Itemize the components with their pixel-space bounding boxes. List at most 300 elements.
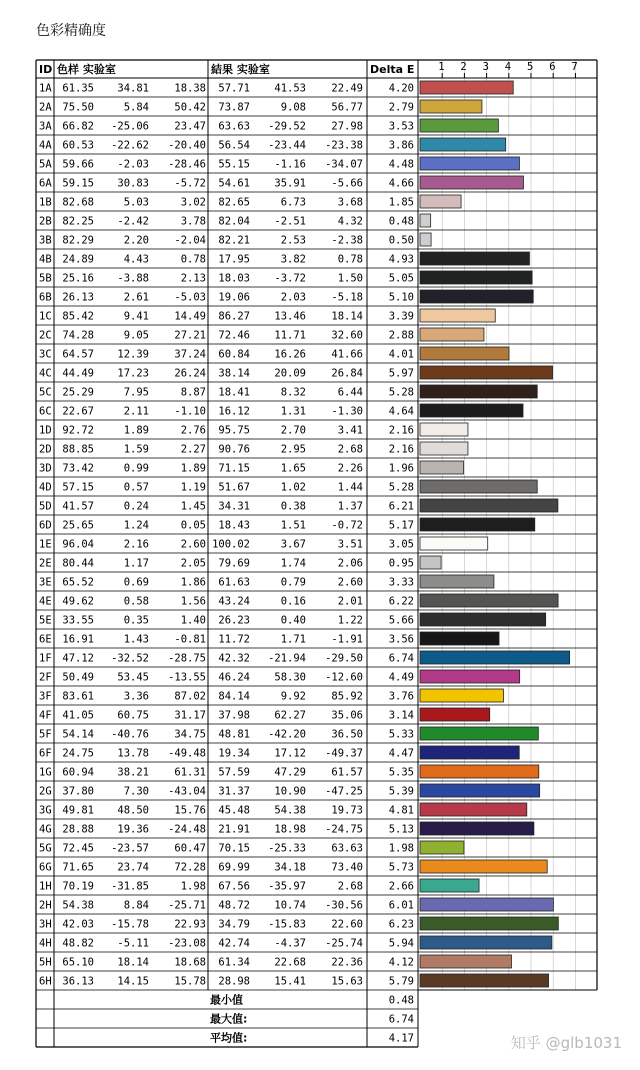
sample-lab-value: -22.62 (111, 139, 149, 152)
result-lab-value: 1.31 (280, 405, 306, 418)
sample-lab-value: 3.36 (123, 690, 149, 703)
delta-e-bar (420, 955, 511, 968)
delta-e-value: 2.66 (388, 880, 414, 893)
result-lab-value: -34.07 (325, 158, 363, 171)
delta-e-value: 4.01 (388, 348, 414, 361)
result-lab-value: 10.74 (274, 899, 306, 912)
delta-e-bar (420, 176, 523, 189)
sample-lab-value: 12.39 (117, 348, 149, 361)
sample-lab-value: 1.89 (123, 424, 149, 437)
sample-lab-value: 1.17 (123, 557, 149, 570)
delta-e-value: 5.33 (388, 728, 414, 741)
result-lab-value: 1.71 (280, 633, 306, 646)
row-id: 2C (39, 329, 52, 342)
sample-lab-value: -23.08 (168, 937, 206, 950)
result-lab-value: 85.92 (331, 690, 363, 703)
sample-lab-value: 65.52 (62, 576, 94, 589)
result-lab-value: 45.48 (218, 804, 250, 817)
result-lab-value: 2.68 (337, 443, 363, 456)
delta-e-bar (420, 575, 494, 588)
delta-e-bar (420, 689, 503, 702)
result-lab-value: -12.60 (325, 671, 363, 684)
sample-lab-value: 18.14 (117, 956, 149, 969)
summary-max-label: 最大值: (210, 1012, 248, 1026)
result-lab-value: 37.98 (218, 709, 250, 722)
sample-lab-value: 25.29 (62, 386, 94, 399)
row-id: 5A (39, 158, 52, 171)
sample-lab-value: -2.03 (117, 158, 149, 171)
delta-e-value: 3.53 (388, 120, 414, 133)
x-tick-label: 7 (571, 61, 578, 73)
result-lab-value: 43.24 (218, 595, 250, 608)
sample-lab-value: 33.55 (62, 614, 94, 627)
sample-lab-value: 41.57 (62, 500, 94, 513)
delta-e-bar (420, 404, 523, 417)
sample-lab-value: 54.38 (62, 899, 94, 912)
sample-lab-value: 1.86 (180, 576, 206, 589)
delta-e-value: 5.28 (388, 386, 414, 399)
result-lab-value: 84.14 (218, 690, 250, 703)
delta-e-bar (420, 309, 495, 322)
delta-e-bar (420, 765, 539, 778)
row-id: 4A (39, 139, 52, 152)
sample-lab-value: 80.44 (62, 557, 94, 570)
delta-e-bar (420, 100, 482, 113)
result-lab-value: 15.41 (274, 975, 306, 988)
row-id: 1D (39, 424, 52, 437)
delta-e-value: 0.50 (388, 234, 414, 247)
delta-e-value: 5.28 (388, 481, 414, 494)
result-lab-value: -1.16 (274, 158, 306, 171)
sample-lab-value: 53.45 (117, 671, 149, 684)
sample-lab-value: -13.55 (168, 671, 206, 684)
delta-e-value: 4.47 (388, 747, 414, 760)
row-id: 6D (39, 519, 52, 532)
sample-lab-value: 2.20 (123, 234, 149, 247)
result-lab-value: 3.51 (337, 538, 363, 551)
sample-lab-value: 14.49 (174, 310, 206, 323)
result-lab-value: 79.69 (218, 557, 250, 570)
row-id: 4F (39, 709, 52, 722)
sample-lab-value: 7.95 (123, 386, 149, 399)
sample-lab-value: 19.36 (117, 823, 149, 836)
sample-lab-value: -20.40 (168, 139, 206, 152)
result-lab-value: 3.68 (337, 196, 363, 209)
sample-lab-value: 31.17 (174, 709, 206, 722)
sample-lab-value: 82.25 (62, 215, 94, 228)
delta-e-value: 6.21 (388, 500, 414, 513)
result-lab-value: -49.37 (325, 747, 363, 760)
sample-lab-value: 85.42 (62, 310, 94, 323)
result-lab-value: 18.14 (331, 310, 363, 323)
delta-e-value: 3.05 (388, 538, 414, 551)
row-id: 1B (39, 196, 52, 209)
result-lab-value: 41.66 (331, 348, 363, 361)
result-lab-value: 71.15 (218, 462, 250, 475)
sample-lab-value: 28.88 (62, 823, 94, 836)
result-lab-value: -5.66 (331, 177, 363, 190)
sample-lab-value: 83.61 (62, 690, 94, 703)
result-lab-value: 38.14 (218, 367, 250, 380)
result-lab-value: 0.40 (280, 614, 306, 627)
sample-lab-value: 18.38 (174, 82, 206, 95)
result-lab-value: -2.51 (274, 215, 306, 228)
x-tick-label: 1 (438, 61, 445, 73)
result-lab-value: 16.12 (218, 405, 250, 418)
result-lab-value: 47.29 (274, 766, 306, 779)
sample-lab-value: 4.43 (123, 253, 149, 266)
result-lab-value: 100.02 (212, 538, 250, 551)
sample-lab-value: 0.58 (123, 595, 149, 608)
delta-e-bar (420, 708, 490, 721)
sample-lab-value: 23.47 (174, 120, 206, 133)
result-lab-value: 1.02 (280, 481, 306, 494)
delta-e-bar (420, 613, 546, 626)
result-lab-value: -4.37 (274, 937, 306, 950)
result-lab-value: 2.53 (280, 234, 306, 247)
result-lab-value: 34.18 (274, 861, 306, 874)
result-lab-value: 32.60 (331, 329, 363, 342)
sample-lab-value: 64.57 (62, 348, 94, 361)
result-lab-value: 61.57 (331, 766, 363, 779)
delta-e-bar (420, 252, 529, 265)
result-lab-value: 18.03 (218, 272, 250, 285)
sample-lab-value: 0.78 (180, 253, 206, 266)
result-lab-value: 1.37 (337, 500, 363, 513)
sample-lab-value: 3.78 (180, 215, 206, 228)
sample-lab-value: 25.65 (62, 519, 94, 532)
header-sample: 色样 实验室 (57, 63, 116, 76)
row-id: 2F (39, 671, 52, 684)
result-lab-value: 35.91 (274, 177, 306, 190)
result-lab-value: 82.21 (218, 234, 250, 247)
row-id: 2G (39, 785, 52, 798)
sample-lab-value: 26.13 (62, 291, 94, 304)
delta-e-value: 4.93 (388, 253, 414, 266)
row-id: 3A (39, 120, 52, 133)
sample-lab-value: 37.80 (62, 785, 94, 798)
delta-e-value: 6.01 (388, 899, 414, 912)
summary-max-value: 6.74 (388, 1013, 414, 1026)
sample-lab-value: 92.72 (62, 424, 94, 437)
sample-lab-value: -5.11 (117, 937, 149, 950)
result-lab-value: 2.06 (337, 557, 363, 570)
sample-lab-value: 37.24 (174, 348, 206, 361)
sample-lab-value: 50.49 (62, 671, 94, 684)
delta-e-bar (420, 138, 506, 151)
delta-e-bar (420, 233, 431, 246)
sample-lab-value: 22.93 (174, 918, 206, 931)
sample-lab-value: 17.23 (117, 367, 149, 380)
sample-lab-value: 60.53 (62, 139, 94, 152)
result-lab-value: 67.56 (218, 880, 250, 893)
result-lab-value: 56.77 (331, 101, 363, 114)
sample-lab-value: 71.65 (62, 861, 94, 874)
delta-e-bar (420, 651, 570, 664)
delta-e-bar (420, 81, 513, 94)
delta-e-value: 5.97 (388, 367, 414, 380)
sample-lab-value: 23.74 (117, 861, 149, 874)
sample-lab-value: 49.62 (62, 595, 94, 608)
sample-lab-value: 1.56 (180, 595, 206, 608)
sample-lab-value: 24.89 (62, 253, 94, 266)
result-lab-value: 90.76 (218, 443, 250, 456)
x-tick-label: 6 (549, 61, 556, 73)
x-tick-label: 2 (460, 61, 467, 73)
sample-lab-value: 2.05 (180, 557, 206, 570)
sample-lab-value: -0.81 (174, 633, 206, 646)
sample-lab-value: -40.76 (111, 728, 149, 741)
row-id: 4B (39, 253, 52, 266)
sample-lab-value: -23.57 (111, 842, 149, 855)
result-lab-value: 0.38 (280, 500, 306, 513)
delta-e-bar (420, 461, 464, 474)
result-lab-value: -35.97 (268, 880, 306, 893)
delta-e-value: 6.74 (388, 652, 414, 665)
sample-lab-value: 1.19 (180, 481, 206, 494)
row-id: 5H (39, 956, 52, 969)
delta-e-value: 3.39 (388, 310, 414, 323)
result-lab-value: 0.78 (337, 253, 363, 266)
sample-lab-value: 0.99 (123, 462, 149, 475)
row-id: 5C (39, 386, 52, 399)
delta-e-value: 1.85 (388, 196, 414, 209)
delta-e-bar (420, 556, 441, 569)
header-result: 結果 实验室 (211, 63, 270, 76)
row-id: 2B (39, 215, 52, 228)
sample-lab-value: 1.98 (180, 880, 206, 893)
sample-lab-value: 24.75 (62, 747, 94, 760)
sample-lab-value: -32.52 (111, 652, 149, 665)
sample-lab-value: 57.15 (62, 481, 94, 494)
sample-lab-value: -1.10 (174, 405, 206, 418)
row-id: 5F (39, 728, 52, 741)
sample-lab-value: 34.75 (174, 728, 206, 741)
delta-e-bar (420, 157, 519, 170)
sample-lab-value: 88.85 (62, 443, 94, 456)
result-lab-value: 46.24 (218, 671, 250, 684)
result-lab-value: 17.95 (218, 253, 250, 266)
delta-e-value: 4.20 (388, 82, 414, 95)
result-lab-value: 2.01 (337, 595, 363, 608)
result-lab-value: 73.40 (331, 861, 363, 874)
delta-e-bar (420, 537, 488, 550)
sample-lab-value: 26.24 (174, 367, 206, 380)
delta-e-bar (420, 271, 532, 284)
delta-e-value: 4.12 (388, 956, 414, 969)
row-id: 3D (39, 462, 52, 475)
sample-lab-value: 0.35 (123, 614, 149, 627)
result-lab-value: 18.98 (274, 823, 306, 836)
page-title: 色彩精确度 (36, 23, 106, 39)
sample-lab-value: 59.15 (62, 177, 94, 190)
sample-lab-value: 7.30 (123, 785, 149, 798)
result-lab-value: 28.98 (218, 975, 250, 988)
result-lab-value: 41.53 (274, 82, 306, 95)
sample-lab-value: 9.41 (123, 310, 149, 323)
row-id: 3E (39, 576, 52, 589)
row-id: 2D (39, 443, 52, 456)
result-lab-value: 63.63 (218, 120, 250, 133)
sample-lab-value: 15.76 (174, 804, 206, 817)
result-lab-value: 0.79 (280, 576, 306, 589)
delta-e-bar (420, 917, 558, 930)
delta-e-bar (420, 594, 558, 607)
result-lab-value: 35.06 (331, 709, 363, 722)
row-id: 6A (39, 177, 52, 190)
result-lab-value: 2.03 (280, 291, 306, 304)
summary-min-label: 最小值 (210, 993, 243, 1007)
sample-lab-value: -49.48 (168, 747, 206, 760)
sample-lab-value: 60.94 (62, 766, 94, 779)
sample-lab-value: 2.13 (180, 272, 206, 285)
result-lab-value: 2.60 (337, 576, 363, 589)
sample-lab-value: 14.15 (117, 975, 149, 988)
row-id: 4C (39, 367, 52, 380)
sample-lab-value: 41.05 (62, 709, 94, 722)
result-lab-value: -29.50 (325, 652, 363, 665)
result-lab-value: 2.26 (337, 462, 363, 475)
sample-lab-value: 13.78 (117, 747, 149, 760)
result-lab-value: 58.30 (274, 671, 306, 684)
result-lab-value: 3.82 (280, 253, 306, 266)
header-id: ID (39, 63, 53, 76)
result-lab-value: 26.84 (331, 367, 363, 380)
result-lab-value: 2.95 (280, 443, 306, 456)
delta-e-value: 3.86 (388, 139, 414, 152)
delta-e-bar (420, 670, 520, 683)
delta-e-value: 5.05 (388, 272, 414, 285)
delta-e-value: 0.48 (388, 215, 414, 228)
sample-lab-value: -43.04 (168, 785, 206, 798)
sample-lab-value: 44.49 (62, 367, 94, 380)
row-id: 4E (39, 595, 52, 608)
result-lab-value: 1.44 (337, 481, 363, 494)
delta-e-value: 5.73 (388, 861, 414, 874)
sample-lab-value: -25.06 (111, 120, 149, 133)
sample-lab-value: -5.72 (174, 177, 206, 190)
result-lab-value: 9.08 (280, 101, 306, 114)
delta-e-value: 4.48 (388, 158, 414, 171)
sample-lab-value: 0.69 (123, 576, 149, 589)
result-lab-value: 51.67 (218, 481, 250, 494)
sample-lab-value: 60.47 (174, 842, 206, 855)
sample-lab-value: 54.14 (62, 728, 94, 741)
sample-lab-value: 42.03 (62, 918, 94, 931)
result-lab-value: 22.68 (274, 956, 306, 969)
sample-lab-value: 59.66 (62, 158, 94, 171)
result-lab-value: -5.18 (331, 291, 363, 304)
row-id: 1E (39, 538, 52, 551)
delta-e-bar (420, 290, 533, 303)
result-lab-value: 22.60 (331, 918, 363, 931)
result-lab-value: 20.09 (274, 367, 306, 380)
result-lab-value: 61.34 (218, 956, 250, 969)
delta-e-bar (420, 499, 558, 512)
delta-e-value: 5.13 (388, 823, 414, 836)
sample-lab-value: 60.75 (117, 709, 149, 722)
result-lab-value: -30.56 (325, 899, 363, 912)
row-id: 4G (39, 823, 52, 836)
result-lab-value: 26.23 (218, 614, 250, 627)
result-lab-value: 10.90 (274, 785, 306, 798)
row-id: 4D (39, 481, 52, 494)
header-delta: Delta E (370, 63, 415, 76)
result-lab-value: -0.72 (331, 519, 363, 532)
row-id: 5B (39, 272, 52, 285)
result-lab-value: -15.83 (268, 918, 306, 931)
result-lab-value: 62.27 (274, 709, 306, 722)
result-lab-value: 36.50 (331, 728, 363, 741)
sample-lab-value: 48.82 (62, 937, 94, 950)
result-lab-value: 17.12 (274, 747, 306, 760)
summary-avg-value: 4.17 (388, 1032, 414, 1045)
result-lab-value: 57.71 (218, 82, 250, 95)
sample-lab-value: 22.67 (62, 405, 94, 418)
row-id: 5G (39, 842, 52, 855)
delta-e-value: 6.23 (388, 918, 414, 931)
sample-lab-value: 0.05 (180, 519, 206, 532)
result-lab-value: -3.72 (274, 272, 306, 285)
delta-e-value: 3.56 (388, 633, 414, 646)
sample-lab-value: 1.43 (123, 633, 149, 646)
row-id: 2E (39, 557, 52, 570)
result-lab-value: 18.41 (218, 386, 250, 399)
sample-lab-value: 5.03 (123, 196, 149, 209)
x-tick-label: 4 (504, 61, 512, 73)
result-lab-value: 22.49 (331, 82, 363, 95)
result-lab-value: 54.38 (274, 804, 306, 817)
watermark: 知乎 @glb1031 (510, 1034, 622, 1052)
delta-e-value: 5.39 (388, 785, 414, 798)
delta-e-value: 3.76 (388, 690, 414, 703)
sample-lab-value: -15.78 (111, 918, 149, 931)
result-lab-value: 72.46 (218, 329, 250, 342)
sample-lab-value: 8.87 (180, 386, 206, 399)
delta-e-bar (420, 784, 540, 797)
sample-lab-value: 18.68 (174, 956, 206, 969)
sample-lab-value: 66.82 (62, 120, 94, 133)
sample-lab-value: 1.24 (123, 519, 149, 532)
sample-lab-value: -31.85 (111, 880, 149, 893)
sample-lab-value: 2.16 (123, 538, 149, 551)
result-lab-value: 1.50 (337, 272, 363, 285)
row-id: 4H (39, 937, 52, 950)
row-id: 3F (39, 690, 52, 703)
result-lab-value: 56.54 (218, 139, 250, 152)
sample-lab-value: 0.57 (123, 481, 149, 494)
result-lab-value: 57.59 (218, 766, 250, 779)
sample-lab-value: 47.12 (62, 652, 94, 665)
result-lab-value: 1.22 (337, 614, 363, 627)
result-lab-value: 19.06 (218, 291, 250, 304)
result-lab-value: 6.44 (337, 386, 363, 399)
summary-avg-label: 平均值: (210, 1031, 248, 1045)
sample-lab-value: 8.84 (123, 899, 149, 912)
row-id: 1A (39, 82, 52, 95)
sample-lab-value: 36.13 (62, 975, 94, 988)
result-lab-value: 69.99 (218, 861, 250, 874)
result-lab-value: -42.20 (268, 728, 306, 741)
row-id: 6E (39, 633, 52, 646)
result-lab-value: 8.32 (280, 386, 306, 399)
sample-lab-value: -3.88 (117, 272, 149, 285)
row-id: 3H (39, 918, 52, 931)
result-lab-value: -23.38 (325, 139, 363, 152)
sample-lab-value: 72.28 (174, 861, 206, 874)
result-lab-value: 13.46 (274, 310, 306, 323)
delta-e-bar (420, 214, 431, 227)
